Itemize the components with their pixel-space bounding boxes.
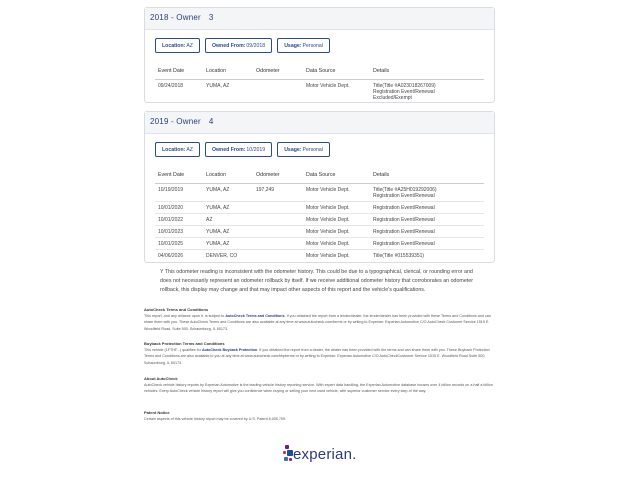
detail-line: Registration Event/Renewal: [373, 240, 435, 247]
event-odometer: [253, 225, 303, 237]
event-odometer: [253, 79, 303, 103]
terms-title: Patent Notice: [144, 410, 170, 415]
terms-link[interactable]: AutoCheck Terms and Conditions: [225, 314, 285, 319]
header-odometer: Odometer: [253, 64, 303, 79]
table-row: [155, 201, 484, 213]
detail-line: Registration Event/Renewal: [373, 228, 435, 235]
event-odometer: 197,249: [253, 183, 303, 201]
header-odometer: Odometer: [253, 168, 303, 183]
event-source: Motor Vehicle Dept.: [303, 237, 370, 249]
owner-number: 3: [208, 13, 214, 22]
logo-dot: [287, 450, 293, 456]
terms-section-about: [144, 376, 496, 395]
event-location: YUMA, AZ: [203, 237, 253, 249]
owner-year-label: 2018 - Owner: [150, 13, 201, 22]
event-date: 09/24/2018: [158, 82, 184, 89]
table-row: [155, 237, 484, 249]
event-source: Motor Vehicle Dept.: [303, 225, 370, 237]
owner-header: [145, 112, 494, 134]
events-table: [155, 64, 484, 103]
logo-dot: [285, 445, 289, 449]
terms-link[interactable]: AutoCheck Buyback Protection: [202, 348, 258, 353]
owned-from-chip-label: Owned From:: [211, 42, 246, 49]
owner-summary-chips: [145, 134, 494, 168]
event-date: 10/01/2023: [155, 225, 203, 237]
event-details: [370, 183, 484, 201]
event-source: Motor Vehicle Dept.: [303, 183, 370, 201]
event-details: [370, 201, 484, 213]
terms-section-buyback: [144, 341, 496, 366]
terms-text: This report, and any reliance upon it, is subject to: [144, 314, 226, 319]
event-odometer: [253, 201, 303, 213]
usage-chip[interactable]: [277, 38, 330, 53]
table-row: [155, 249, 484, 261]
event-details: [370, 237, 484, 249]
location-chip-label: Location:: [162, 42, 186, 49]
header-location: Location: [203, 168, 253, 183]
header-location: Location: [203, 64, 253, 79]
detail-line: Registration Event/Renewal: [373, 88, 435, 95]
event-source: Motor Vehicle Dept.: [303, 201, 370, 213]
owned-from-chip[interactable]: [205, 38, 272, 53]
header-details: Details: [370, 64, 484, 79]
event-location: YUMA, AZ: [203, 183, 253, 201]
owner-card-2019: [144, 111, 495, 263]
event-date: 10/01/2025: [155, 237, 203, 249]
event-date: 10/01/2022: [155, 213, 203, 225]
event-date: 10/01/2020: [155, 201, 203, 213]
header-event-date: Event Date: [155, 168, 203, 183]
experian-logo: [283, 442, 357, 466]
owned-from-chip-value: 09/2018: [246, 42, 266, 49]
experian-logo-mark: [283, 442, 293, 466]
terms-body: AutoCheck vehicle history reports by Experian Automotive is the leading vehicle history reporting service. With expert data handling, the Experian Automotive database houses over 4 billion records on a half a billion vehicles. Every AutoCheck vehicle history report will give you confidence when buying or selling your next used vehicle, with superior customer service every step of the way.: [144, 383, 493, 394]
logo-dot: [284, 457, 288, 461]
owner-number: 4: [208, 117, 214, 126]
detail-line: Registration Event/Renewal: [373, 192, 435, 199]
header-event-date: Event Date: [155, 64, 203, 79]
event-location: YUMA, AZ: [203, 225, 253, 237]
event-date: 10/19/2019: [155, 183, 203, 201]
table-row: [155, 213, 484, 225]
header-data-source: Data Source: [303, 168, 370, 183]
event-date: 04/06/2026: [158, 252, 184, 259]
terms-text: . If you obtained the report from a lender/dealer, the lender/dealer has been provided with these Terms and Conditions and can share them with you. These AutoCheck Terms and Conditions are also available at any time at www.autocheck.com/terms or by writing to Experian: Experian Automotive C/O AutoCheck Customer Service 1515 E. Woodfield Road, Suite 500, Schaumburg, IL 60173.: [144, 314, 491, 331]
table-row: [155, 225, 484, 237]
odometer-note: Y This odometer reading is inconsistent with the odometer history. This could be due to a typographical, clerical, or rounding error and does not necessarily represent an odometer rollback by itself. If we receive additional odometer history that corroborates an odometer rollback, this display may change and that may impact other aspects of this report and the vehicle's qualifications.: [160, 269, 473, 294]
location-chip-value: AZ: [186, 146, 193, 153]
detail-line: Title(Title #A25H019292006): [373, 186, 437, 193]
event-odometer: [253, 237, 303, 249]
event-details: [370, 213, 484, 225]
event-source: Motor Vehicle Dept.: [306, 82, 350, 89]
event-details: [370, 225, 484, 237]
detail-line: Title(Title #A023018267009): [373, 82, 436, 89]
location-chip[interactable]: [155, 142, 200, 157]
owner-header: [145, 8, 494, 30]
event-details: [370, 249, 484, 261]
terms-section-patent: [144, 410, 496, 422]
header-details: Details: [370, 168, 484, 183]
detail-line: Registration Event/Renewal: [373, 204, 435, 211]
usage-chip-value: Personal: [302, 42, 323, 49]
event-odometer: [253, 249, 303, 261]
usage-chip[interactable]: [277, 142, 330, 157]
logo-dot: [283, 451, 286, 454]
terms-title: AutoCheck Terms and Conditions: [144, 307, 209, 312]
usage-chip-label: Usage:: [284, 42, 302, 49]
terms-body: [144, 347, 496, 366]
event-location: YUMA, AZ: [206, 82, 230, 89]
terms-body: [144, 313, 496, 332]
usage-chip-label: Usage:: [284, 146, 302, 153]
location-chip[interactable]: [155, 38, 200, 53]
usage-chip-value: Personal: [302, 146, 323, 153]
location-chip-label: Location:: [162, 146, 186, 153]
header-data-source: Data Source: [303, 64, 370, 79]
event-location: YUMA, AZ: [203, 201, 253, 213]
event-source: Motor Vehicle Dept.: [303, 213, 370, 225]
owned-from-chip-value: 10/2019: [246, 146, 266, 153]
terms-section-autocheck: [144, 307, 496, 332]
detail-line: Title(Title #015539351): [373, 252, 425, 259]
event-location: DENVER, CO: [206, 252, 238, 259]
events-table-header: [155, 168, 484, 183]
logo-dot: [289, 458, 292, 461]
location-chip-value: AZ: [186, 42, 193, 49]
experian-logo-text: experian.: [293, 445, 357, 463]
event-source: Motor Vehicle Dept.: [306, 252, 350, 259]
terms-text: . If you obtained the report from a dealer, the dealer has been provided with the terms and can share them with you. These Buyback Protection Terms and Conditions are also available to you at any time at www.autocheck.com/bbpterms or by writing to Experian: Experian Automotive C/O AutoCheckCustomer Service 1515 E. Woodfield Road Suite 500, Schaumburg, IL 60173.: [144, 348, 490, 365]
table-row: [155, 79, 484, 103]
detail-line: Excluded/Exempt: [373, 94, 412, 101]
owned-from-chip-label: Owned From:: [211, 146, 246, 153]
owner-year-label: 2019 - Owner: [150, 117, 201, 126]
event-odometer: [253, 213, 303, 225]
event-details: [370, 79, 484, 103]
owned-from-chip[interactable]: [205, 142, 272, 157]
terms-title: About AutoCheck: [144, 376, 178, 381]
terms-text: This vehicle (1FTHF...) qualifies for: [144, 348, 202, 353]
owner-summary-chips: [145, 30, 494, 64]
events-table: [155, 168, 484, 261]
event-location: AZ: [203, 213, 253, 225]
owner-card-2018: [144, 7, 495, 103]
terms-title: Buyback Protection Terms and Conditions: [144, 341, 225, 346]
detail-line: Registration Event/Renewal: [373, 216, 435, 223]
events-table-header: [155, 64, 484, 79]
terms-body: Certain aspects of this vehicle history report may be covered by U.S. Patent 8,005,759.: [144, 417, 287, 422]
table-row: [155, 183, 484, 201]
